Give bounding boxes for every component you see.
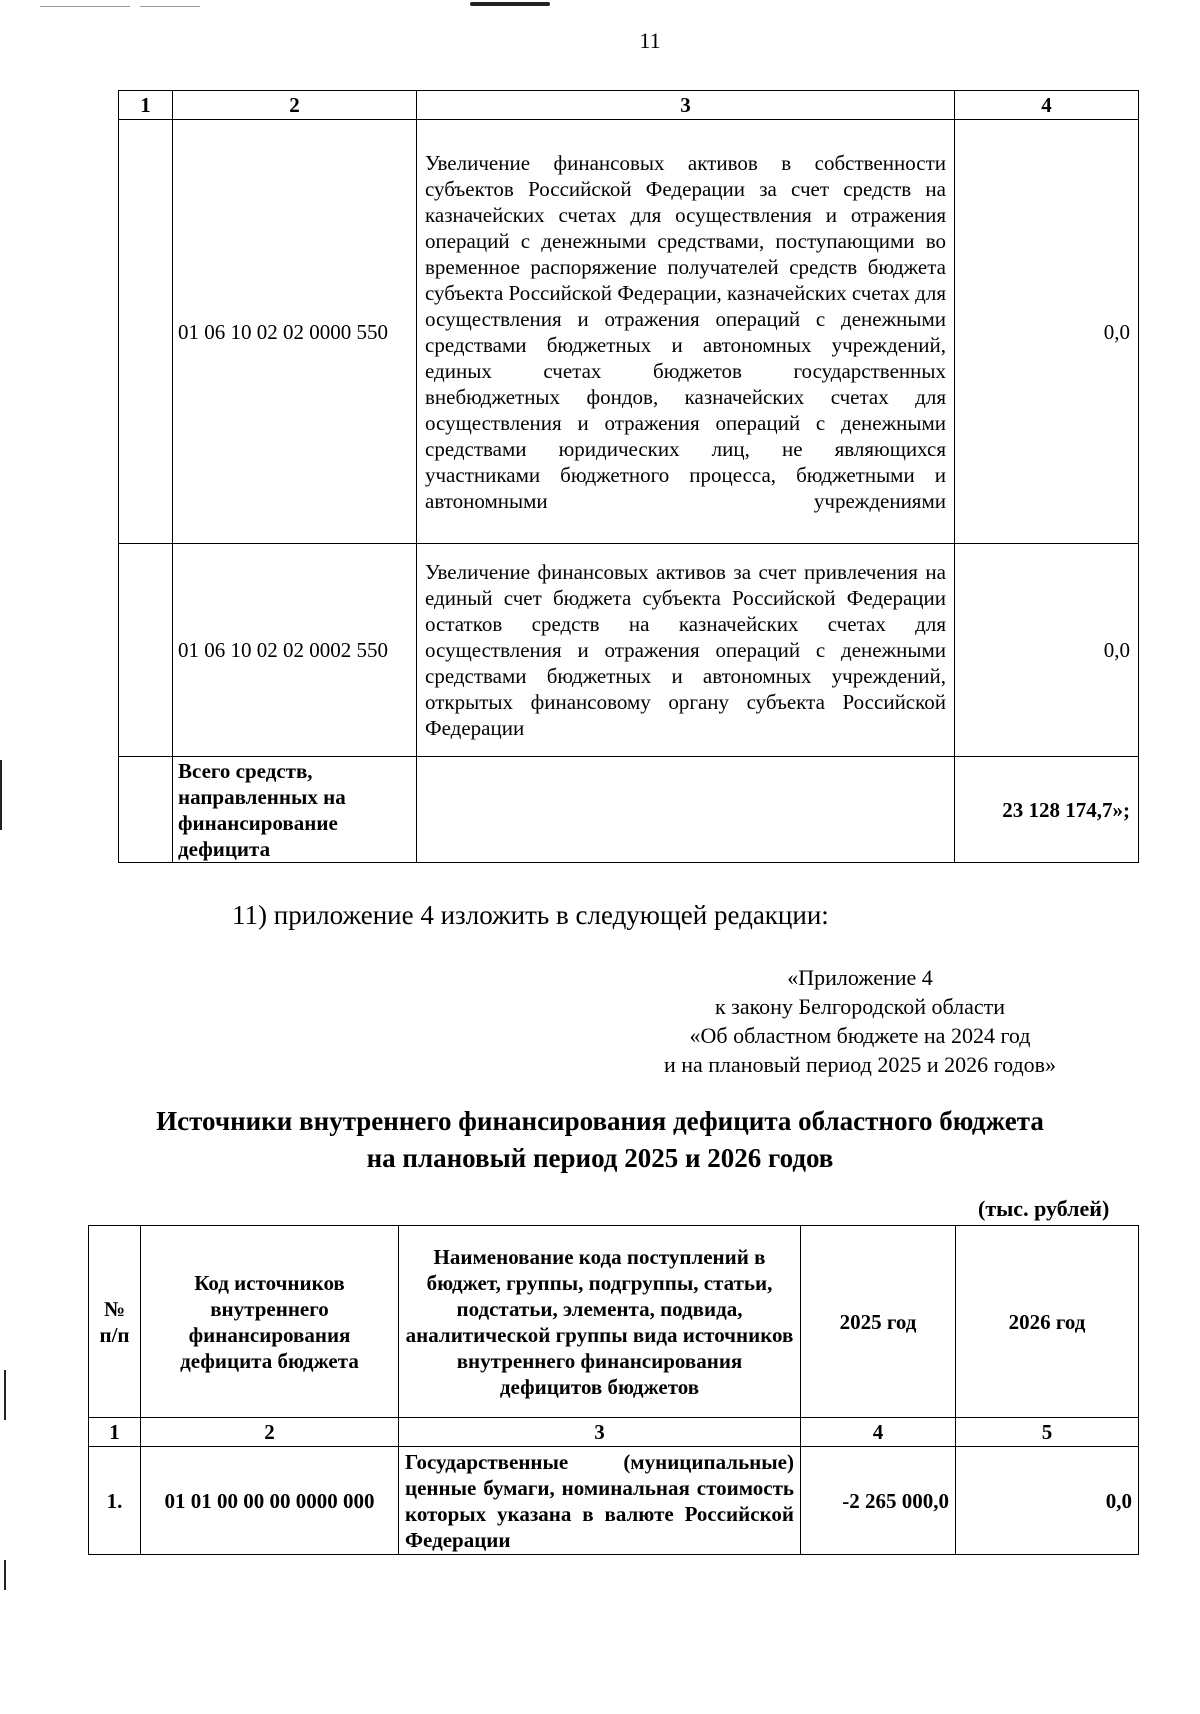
header-2025: 2025 год [801, 1226, 956, 1418]
appendix-line: к закону Белгородской области [714, 994, 1006, 1019]
title-line: Источники внутреннего финансирования дефицита областного бюджета [156, 1106, 1044, 1136]
table-row [119, 544, 1139, 757]
column-number: 1 [119, 91, 173, 120]
column-number: 2 [141, 1418, 399, 1447]
column-number: 1 [89, 1418, 141, 1447]
appendix-line: «Об областном бюджете на 2024 год [689, 1023, 1031, 1048]
page-number: 11 [639, 28, 661, 53]
document-title [0, 1103, 1200, 1177]
row-number-cell [119, 120, 173, 544]
table-total-row [119, 757, 1139, 863]
source-code-cell: 01 06 10 02 02 0002 550 [173, 544, 417, 757]
description-cell: Увеличение финансовых активов в собственности субъектов Российской Федерации за счет средств на казначейских счетах для осуществления и отражения операций с денежными средствами, поступающими во временное распоряжение получателей средств бюджета субъекта Российской Федерации, казначейских счетах для осуществления и отражения операций с денежными средствами бюджетных и автономных учреждений, единых счетах бюджетов государственных внебюджетных фондов, казначейских счетах для осуществления и отражения операций с денежными средствами юридических лиц, не являющихся участниками бюджетного процесса, бюджетными и автономными учреждениями [417, 120, 955, 544]
amount-cell: 0,0 [955, 544, 1139, 757]
appendix-line: «Приложение 4 [787, 965, 933, 990]
amount-2025-cell: -2 265 000,0 [801, 1447, 956, 1555]
amount-2026-cell: 0,0 [956, 1447, 1139, 1555]
appendix-line: и на плановый период 2025 и 2026 годов» [663, 1052, 1057, 1077]
column-number: 3 [399, 1418, 801, 1447]
row-number-cell [119, 757, 173, 863]
column-number: 5 [956, 1418, 1139, 1447]
scan-artifact [0, 760, 2, 830]
amendment-paragraph: 11) приложение 4 изложить в следующей редакции: [232, 900, 829, 930]
total-label: Всего средств, направленных на финансирование дефицита [173, 757, 417, 863]
sources-table-continuation [118, 90, 1139, 863]
total-value: 23 128 174,7»; [955, 757, 1139, 863]
header-name: Наименование кода поступлений в бюджет, группы, подгруппы, статьи, подстатьи, элемента, подвида, аналитической группы вида источников внутреннего финансирования дефицитов бюджетов [399, 1226, 801, 1418]
column-number: 3 [417, 91, 955, 120]
empty-cell [417, 757, 955, 863]
row-number-cell [119, 544, 173, 757]
table-header-row [89, 1226, 1139, 1418]
column-number: 4 [801, 1418, 956, 1447]
table-row [119, 120, 1139, 544]
description-cell: Увеличение финансовых активов за счет привлечения на единый счет бюджета субъекта Российской Федерации остатков средств на казначейских счетах для осуществления и отражения операций с денежными средствами бюджетных и автономных учреждений, открытых финансовому органу субъекта Российской Федерации [417, 544, 955, 757]
header-2026: 2026 год [956, 1226, 1139, 1418]
units-label: (тыс. рублей) [978, 1196, 1110, 1221]
financing-sources-table [88, 1225, 1139, 1555]
scan-artifact [4, 1370, 6, 1420]
amount-cell: 0,0 [955, 120, 1139, 544]
scan-artifact [470, 2, 550, 6]
header-code: Код источников внутреннего финансирования дефицита бюджета [141, 1226, 399, 1418]
column-number: 4 [955, 91, 1139, 120]
header-num: № п/п [89, 1226, 141, 1418]
appendix-heading [600, 963, 1120, 1079]
column-number: 2 [173, 91, 417, 120]
table-row [89, 1447, 1139, 1555]
scan-artifact [40, 6, 130, 7]
source-code-cell: 01 01 00 00 00 0000 000 [141, 1447, 399, 1555]
scan-artifact [140, 6, 200, 7]
scan-artifact [4, 1560, 6, 1590]
row-number-cell: 1. [89, 1447, 141, 1555]
column-numbers-row [89, 1418, 1139, 1447]
table-header-row [119, 91, 1139, 120]
title-line: на плановый период 2025 и 2026 годов [366, 1143, 834, 1173]
source-code-cell: 01 06 10 02 02 0000 550 [173, 120, 417, 544]
description-cell: Государственные (муниципальные) ценные бумаги, номинальная стоимость которых указана в валюте Российской Федерации [399, 1447, 801, 1555]
